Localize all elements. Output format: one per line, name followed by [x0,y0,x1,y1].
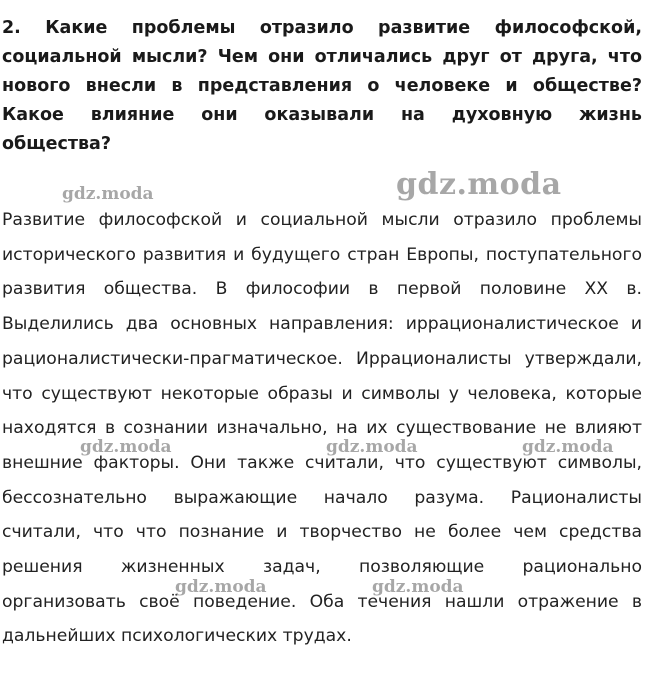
answer-line: что существуют некоторые образы и символы у человека, которые [2,383,642,404]
question-line: социальной мысли? Чем они отличались друг от друга, что [2,47,642,67]
question-line: общества? [2,134,112,154]
answer-line: организовать своё поведение. Оба течения нашли отражение в [2,591,642,612]
answer-line: исторического развития и будущего стран Европы, поступательного [2,244,642,265]
answer-line: развития общества. В философии в первой половине XX в. [2,279,642,300]
watermark: gdz.moda [522,437,614,457]
watermark: gdz.moda [175,577,267,597]
answer-line: бессознательно выражающие начало разума. Рационалисты [2,487,642,508]
answer-line: дальнейших психологических трудах. [2,626,352,647]
question-line: Какое влияние они оказывали на духовную жизнь [2,105,642,125]
answer-line: внешние факторы. Они также считали, что существуют символы, [2,452,642,473]
question-line: 2. Какие проблемы отразило развитие философской, [2,18,642,38]
question-block [2,14,642,159]
watermark: gdz.moda [396,167,562,202]
answer-line: рационалистически-прагматическое. Иррационалисты утверждали, [2,348,642,369]
answer-line: Выделились два основных направления: иррационалистическое и [2,314,642,335]
answer-line: решения жизненных задач, позволяющие рационально [2,557,642,578]
watermark: gdz.moda [326,437,418,457]
answer-line: находятся в сознании изначально, на их существование не влияют [2,418,642,439]
watermark: gdz.moda [80,437,172,457]
watermark: gdz.moda [372,577,464,597]
question-line: нового внесли в представления о человеке и обществе? [2,76,642,96]
answer-line: считали, что что познание и творчество не более чем средства [2,522,642,543]
answer-block [2,203,642,654]
answer-line: Развитие философской и социальной мысли отразило проблемы [2,210,642,230]
watermark: gdz.moda [62,184,154,204]
